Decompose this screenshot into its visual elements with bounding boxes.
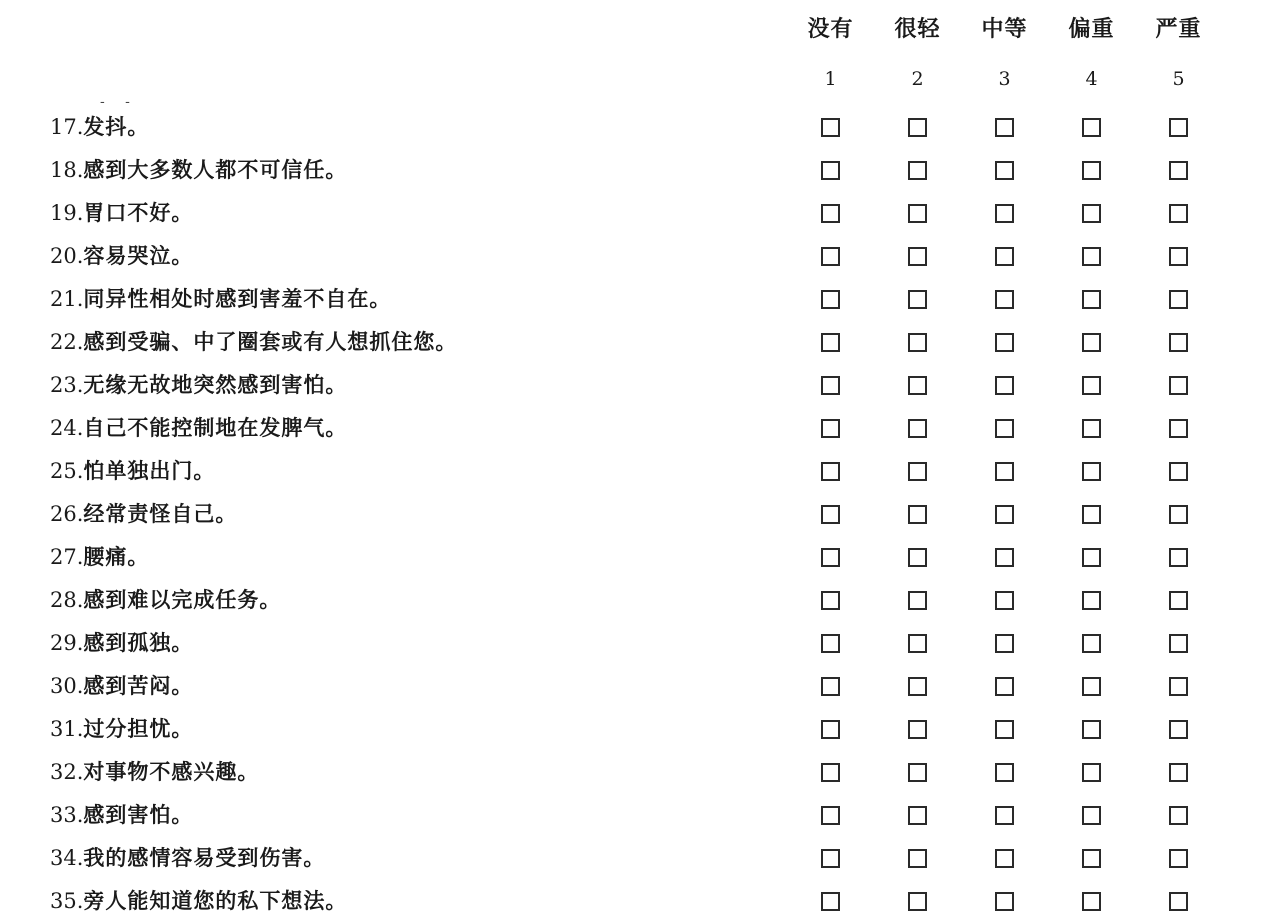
rating-checkbox-1[interactable] xyxy=(821,720,840,739)
rating-checkbox-1[interactable] xyxy=(821,677,840,696)
rating-checkbox-1[interactable] xyxy=(821,591,840,610)
rating-options xyxy=(787,278,1222,321)
rating-options xyxy=(787,149,1222,192)
rating-checkbox-3[interactable] xyxy=(995,118,1014,137)
rating-cell xyxy=(787,849,874,868)
rating-cell xyxy=(787,634,874,653)
question-row xyxy=(0,407,1286,450)
rating-cell xyxy=(961,677,1048,696)
rating-checkbox-3[interactable] xyxy=(995,290,1014,309)
scale-label-mild: 很轻 xyxy=(894,16,941,42)
question-row xyxy=(0,278,1286,321)
rating-cell xyxy=(1135,376,1222,395)
rating-options xyxy=(787,407,1222,450)
rating-cell xyxy=(961,376,1048,395)
rating-cell xyxy=(787,763,874,782)
rating-checkbox-4[interactable] xyxy=(1082,634,1101,653)
rating-checkbox-4[interactable] xyxy=(1082,892,1101,911)
rating-checkbox-3[interactable] xyxy=(995,376,1014,395)
rating-cell xyxy=(787,118,874,137)
rating-checkbox-5[interactable] xyxy=(1169,849,1188,868)
rating-cell xyxy=(787,247,874,266)
rating-cell xyxy=(1048,419,1135,438)
rating-cell xyxy=(1135,806,1222,825)
rating-cell xyxy=(961,118,1048,137)
rating-checkbox-2[interactable] xyxy=(908,548,927,567)
question-text xyxy=(50,628,193,658)
rating-options xyxy=(787,106,1222,149)
question-number: 21. xyxy=(50,287,84,311)
rating-cell xyxy=(874,376,961,395)
rating-checkbox-2[interactable] xyxy=(908,118,927,137)
rating-cell xyxy=(874,247,961,266)
rating-checkbox-5[interactable] xyxy=(1169,462,1188,481)
rating-cell xyxy=(874,419,961,438)
rating-options xyxy=(787,837,1222,880)
rating-cell xyxy=(961,161,1048,180)
rating-checkbox-3[interactable] xyxy=(995,591,1014,610)
rating-checkbox-1[interactable] xyxy=(821,419,840,438)
rating-checkbox-2[interactable] xyxy=(908,290,927,309)
rating-cell xyxy=(961,720,1048,739)
rating-cell xyxy=(874,634,961,653)
question-row xyxy=(0,536,1286,579)
question-text xyxy=(50,843,325,873)
rating-checkbox-5[interactable] xyxy=(1169,892,1188,911)
rating-cell xyxy=(1135,892,1222,911)
rating-checkbox-2[interactable] xyxy=(908,591,927,610)
question-label: 容易哭泣。 xyxy=(83,243,194,268)
question-number: 23. xyxy=(50,373,84,397)
question-text xyxy=(50,886,347,916)
rating-options xyxy=(787,536,1222,579)
question-label: 感到大多数人都不可信任。 xyxy=(83,157,348,182)
rating-cell xyxy=(787,548,874,567)
rating-checkbox-2[interactable] xyxy=(908,763,927,782)
question-number: 28. xyxy=(50,588,84,612)
rating-options xyxy=(787,235,1222,278)
rating-cell xyxy=(1048,591,1135,610)
question-label: 感到孤独。 xyxy=(83,630,194,655)
rating-cell xyxy=(961,333,1048,352)
rating-cell xyxy=(961,548,1048,567)
rating-cell xyxy=(1135,118,1222,137)
rating-checkbox-5[interactable] xyxy=(1169,419,1188,438)
rating-checkbox-3[interactable] xyxy=(995,634,1014,653)
question-text xyxy=(50,241,193,271)
rating-cell xyxy=(874,333,961,352)
scale-number-2: 2 xyxy=(911,68,924,90)
rating-cell xyxy=(787,376,874,395)
rating-checkbox-4[interactable] xyxy=(1082,720,1101,739)
rating-cell xyxy=(961,892,1048,911)
rating-options xyxy=(787,794,1222,837)
question-text xyxy=(50,585,281,615)
rating-cell xyxy=(1048,290,1135,309)
question-text xyxy=(50,456,215,486)
rating-cell xyxy=(961,763,1048,782)
rating-checkbox-5[interactable] xyxy=(1169,161,1188,180)
rating-checkbox-1[interactable] xyxy=(821,892,840,911)
rating-checkbox-3[interactable] xyxy=(995,849,1014,868)
rating-cell xyxy=(1048,892,1135,911)
rating-checkbox-3[interactable] xyxy=(995,419,1014,438)
rating-cell xyxy=(787,677,874,696)
rating-checkbox-4[interactable] xyxy=(1082,763,1101,782)
rating-cell xyxy=(1135,290,1222,309)
question-list xyxy=(0,106,1286,923)
question-row xyxy=(0,364,1286,407)
rating-checkbox-2[interactable] xyxy=(908,505,927,524)
rating-cell xyxy=(961,634,1048,653)
rating-cell xyxy=(1048,118,1135,137)
question-number: 30. xyxy=(50,674,84,698)
rating-checkbox-3[interactable] xyxy=(995,548,1014,567)
rating-cell xyxy=(874,677,961,696)
rating-checkbox-1[interactable] xyxy=(821,849,840,868)
rating-options xyxy=(787,493,1222,536)
rating-cell xyxy=(961,462,1048,481)
rating-checkbox-3[interactable] xyxy=(995,161,1014,180)
rating-options xyxy=(787,751,1222,794)
rating-cell xyxy=(1048,161,1135,180)
question-number: 31. xyxy=(50,717,84,741)
rating-checkbox-4[interactable] xyxy=(1082,333,1101,352)
rating-cell xyxy=(874,763,961,782)
question-text xyxy=(50,800,193,830)
question-label: 经常责怪自己。 xyxy=(83,501,238,526)
question-row xyxy=(0,622,1286,665)
rating-cell xyxy=(1135,763,1222,782)
question-row xyxy=(0,493,1286,536)
question-number: 29. xyxy=(50,631,84,655)
rating-cell xyxy=(961,849,1048,868)
rating-cell xyxy=(787,591,874,610)
rating-checkbox-1[interactable] xyxy=(821,204,840,223)
rating-checkbox-5[interactable] xyxy=(1169,118,1188,137)
rating-cell xyxy=(787,892,874,911)
rating-checkbox-4[interactable] xyxy=(1082,505,1101,524)
rating-cell xyxy=(1135,677,1222,696)
rating-checkbox-3[interactable] xyxy=(995,892,1014,911)
rating-checkbox-1[interactable] xyxy=(821,161,840,180)
rating-checkbox-2[interactable] xyxy=(908,677,927,696)
rating-cell xyxy=(1135,419,1222,438)
rating-checkbox-5[interactable] xyxy=(1169,720,1188,739)
rating-cell xyxy=(787,806,874,825)
question-text xyxy=(50,499,237,529)
rating-checkbox-2[interactable] xyxy=(908,247,927,266)
rating-cell xyxy=(1048,505,1135,524)
scale-label-none: 没有 xyxy=(807,16,854,42)
rating-checkbox-1[interactable] xyxy=(821,247,840,266)
question-number: 27. xyxy=(50,545,84,569)
rating-checkbox-1[interactable] xyxy=(821,634,840,653)
rating-checkbox-4[interactable] xyxy=(1082,677,1101,696)
question-text xyxy=(50,284,391,314)
question-label: 怕单独出门。 xyxy=(83,458,216,483)
rating-checkbox-5[interactable] xyxy=(1169,376,1188,395)
rating-cell xyxy=(1048,849,1135,868)
rating-cell xyxy=(961,290,1048,309)
rating-cell xyxy=(1135,204,1222,223)
rating-checkbox-1[interactable] xyxy=(821,333,840,352)
question-text xyxy=(50,714,193,744)
question-row xyxy=(0,708,1286,751)
rating-checkbox-1[interactable] xyxy=(821,806,840,825)
rating-cell xyxy=(1048,247,1135,266)
rating-cell xyxy=(1048,204,1135,223)
question-number: 33. xyxy=(50,803,84,827)
rating-cell xyxy=(1048,462,1135,481)
rating-checkbox-2[interactable] xyxy=(908,161,927,180)
rating-checkbox-5[interactable] xyxy=(1169,247,1188,266)
scale-number-3: 3 xyxy=(998,68,1011,90)
rating-cell xyxy=(1135,505,1222,524)
scale-header xyxy=(787,14,1222,44)
question-row xyxy=(0,665,1286,708)
rating-cell xyxy=(787,290,874,309)
question-number: 26. xyxy=(50,502,84,526)
rating-checkbox-3[interactable] xyxy=(995,462,1014,481)
rating-cell xyxy=(961,204,1048,223)
rating-checkbox-4[interactable] xyxy=(1082,419,1101,438)
question-number: 17. xyxy=(50,115,84,139)
question-row xyxy=(0,192,1286,235)
rating-cell xyxy=(787,720,874,739)
rating-cell xyxy=(874,161,961,180)
scale-label-moderate: 中等 xyxy=(981,16,1028,42)
scale-label-rather-severe: 偏重 xyxy=(1068,16,1115,42)
rating-cell xyxy=(874,505,961,524)
rating-checkbox-5[interactable] xyxy=(1169,591,1188,610)
rating-checkbox-2[interactable] xyxy=(908,462,927,481)
rating-checkbox-3[interactable] xyxy=(995,333,1014,352)
rating-cell xyxy=(961,806,1048,825)
scale-number-1: 1 xyxy=(824,68,837,90)
rating-cell xyxy=(874,204,961,223)
question-text xyxy=(50,757,259,787)
rating-cell xyxy=(787,333,874,352)
rating-cell xyxy=(874,892,961,911)
question-number: 32. xyxy=(50,760,84,784)
rating-cell xyxy=(1048,806,1135,825)
rating-checkbox-5[interactable] xyxy=(1169,333,1188,352)
rating-checkbox-3[interactable] xyxy=(995,677,1014,696)
rating-checkbox-3[interactable] xyxy=(995,505,1014,524)
rating-checkbox-4[interactable] xyxy=(1082,806,1101,825)
question-text xyxy=(50,671,193,701)
rating-checkbox-5[interactable] xyxy=(1169,505,1188,524)
rating-cell xyxy=(1135,548,1222,567)
rating-checkbox-3[interactable] xyxy=(995,204,1014,223)
rating-checkbox-4[interactable] xyxy=(1082,247,1101,266)
rating-options xyxy=(787,579,1222,622)
rating-cell xyxy=(1135,333,1222,352)
question-label: 旁人能知道您的私下想法。 xyxy=(83,888,348,913)
rating-cell xyxy=(874,118,961,137)
rating-cell xyxy=(787,505,874,524)
question-label: 胃口不好。 xyxy=(83,200,194,225)
rating-cell xyxy=(1048,376,1135,395)
rating-checkbox-2[interactable] xyxy=(908,376,927,395)
question-label: 同异性相处时感到害羞不自在。 xyxy=(83,286,392,311)
rating-checkbox-1[interactable] xyxy=(821,548,840,567)
rating-cell xyxy=(1135,247,1222,266)
rating-options xyxy=(787,321,1222,364)
rating-checkbox-2[interactable] xyxy=(908,720,927,739)
rating-cell xyxy=(1048,720,1135,739)
question-number: 24. xyxy=(50,416,84,440)
question-row xyxy=(0,837,1286,880)
question-number: 19. xyxy=(50,201,84,225)
rating-checkbox-4[interactable] xyxy=(1082,591,1101,610)
question-label: 我的感情容易受到伤害。 xyxy=(83,845,326,870)
rating-checkbox-2[interactable] xyxy=(908,333,927,352)
question-text xyxy=(50,413,347,443)
rating-cell xyxy=(874,548,961,567)
scale-label-severe: 严重 xyxy=(1155,16,1202,42)
rating-cell xyxy=(1048,634,1135,653)
rating-checkbox-4[interactable] xyxy=(1082,548,1101,567)
question-row xyxy=(0,149,1286,192)
rating-checkbox-1[interactable] xyxy=(821,505,840,524)
rating-checkbox-5[interactable] xyxy=(1169,204,1188,223)
rating-checkbox-4[interactable] xyxy=(1082,462,1101,481)
rating-cell xyxy=(1048,548,1135,567)
question-row xyxy=(0,579,1286,622)
question-number: 18. xyxy=(50,158,84,182)
question-number: 20. xyxy=(50,244,84,268)
question-label: 腰痛。 xyxy=(83,544,150,569)
rating-options xyxy=(787,880,1222,923)
rating-checkbox-4[interactable] xyxy=(1082,161,1101,180)
rating-cell xyxy=(787,462,874,481)
question-label: 感到受骗、中了圈套或有人想抓住您。 xyxy=(83,329,458,354)
question-row xyxy=(0,321,1286,364)
question-label: 自己不能控制地在发脾气。 xyxy=(83,415,348,440)
rating-cell xyxy=(1048,333,1135,352)
rating-cell xyxy=(874,720,961,739)
rating-checkbox-5[interactable] xyxy=(1169,634,1188,653)
question-number: 22. xyxy=(50,330,84,354)
scale-number-4: 4 xyxy=(1085,68,1098,90)
rating-checkbox-4[interactable] xyxy=(1082,204,1101,223)
question-label: 感到害怕。 xyxy=(83,802,194,827)
rating-checkbox-2[interactable] xyxy=(908,419,927,438)
rating-options xyxy=(787,622,1222,665)
rating-checkbox-3[interactable] xyxy=(995,247,1014,266)
rating-checkbox-1[interactable] xyxy=(821,462,840,481)
question-row xyxy=(0,880,1286,923)
rating-checkbox-5[interactable] xyxy=(1169,763,1188,782)
rating-checkbox-5[interactable] xyxy=(1169,677,1188,696)
question-text xyxy=(50,155,347,185)
rating-cell xyxy=(1135,720,1222,739)
question-label: 无缘无故地突然感到害怕。 xyxy=(83,372,348,397)
rating-options xyxy=(787,708,1222,751)
question-text xyxy=(50,198,193,228)
rating-cell xyxy=(961,247,1048,266)
rating-cell xyxy=(961,591,1048,610)
rating-checkbox-1[interactable] xyxy=(821,763,840,782)
rating-cell xyxy=(874,591,961,610)
rating-cell xyxy=(1048,677,1135,696)
rating-checkbox-5[interactable] xyxy=(1169,290,1188,309)
rating-cell xyxy=(1135,591,1222,610)
scale-number-5: 5 xyxy=(1172,68,1185,90)
scale-numbers xyxy=(787,66,1222,92)
question-row xyxy=(0,106,1286,149)
question-row xyxy=(0,794,1286,837)
rating-checkbox-2[interactable] xyxy=(908,634,927,653)
question-text xyxy=(50,112,149,142)
rating-cell xyxy=(1048,763,1135,782)
question-label: 过分担忧。 xyxy=(83,716,194,741)
question-number: 25. xyxy=(50,459,84,483)
rating-options xyxy=(787,364,1222,407)
rating-cell xyxy=(961,505,1048,524)
question-text xyxy=(50,542,149,572)
rating-options xyxy=(787,665,1222,708)
question-number: 35. xyxy=(50,889,84,913)
question-row xyxy=(0,235,1286,278)
rating-options xyxy=(787,192,1222,235)
question-row xyxy=(0,751,1286,794)
rating-checkbox-2[interactable] xyxy=(908,849,927,868)
question-label: 感到苦闷。 xyxy=(83,673,194,698)
scan-artifact: - - xyxy=(100,94,138,110)
rating-checkbox-3[interactable] xyxy=(995,720,1014,739)
rating-checkbox-5[interactable] xyxy=(1169,548,1188,567)
rating-cell xyxy=(874,849,961,868)
rating-checkbox-4[interactable] xyxy=(1082,376,1101,395)
rating-cell xyxy=(787,204,874,223)
question-text xyxy=(50,327,457,357)
rating-checkbox-1[interactable] xyxy=(821,376,840,395)
rating-cell xyxy=(874,290,961,309)
rating-cell xyxy=(1135,161,1222,180)
rating-checkbox-2[interactable] xyxy=(908,806,927,825)
rating-checkbox-5[interactable] xyxy=(1169,806,1188,825)
rating-checkbox-3[interactable] xyxy=(995,806,1014,825)
question-number: 34. xyxy=(50,846,84,870)
rating-cell xyxy=(1135,462,1222,481)
rating-cell xyxy=(1135,634,1222,653)
question-label: 发抖。 xyxy=(83,114,150,139)
rating-options xyxy=(787,450,1222,493)
rating-checkbox-2[interactable] xyxy=(908,204,927,223)
rating-checkbox-4[interactable] xyxy=(1082,290,1101,309)
question-text xyxy=(50,370,347,400)
rating-checkbox-3[interactable] xyxy=(995,763,1014,782)
rating-cell xyxy=(874,462,961,481)
rating-cell xyxy=(787,161,874,180)
question-label: 感到难以完成任务。 xyxy=(83,587,282,612)
rating-cell xyxy=(1135,849,1222,868)
rating-cell xyxy=(961,419,1048,438)
rating-cell xyxy=(787,419,874,438)
rating-cell xyxy=(874,806,961,825)
rating-checkbox-4[interactable] xyxy=(1082,849,1101,868)
question-row xyxy=(0,450,1286,493)
question-label: 对事物不感兴趣。 xyxy=(83,759,260,784)
rating-checkbox-1[interactable] xyxy=(821,118,840,137)
rating-checkbox-2[interactable] xyxy=(908,892,927,911)
rating-checkbox-1[interactable] xyxy=(821,290,840,309)
rating-checkbox-4[interactable] xyxy=(1082,118,1101,137)
